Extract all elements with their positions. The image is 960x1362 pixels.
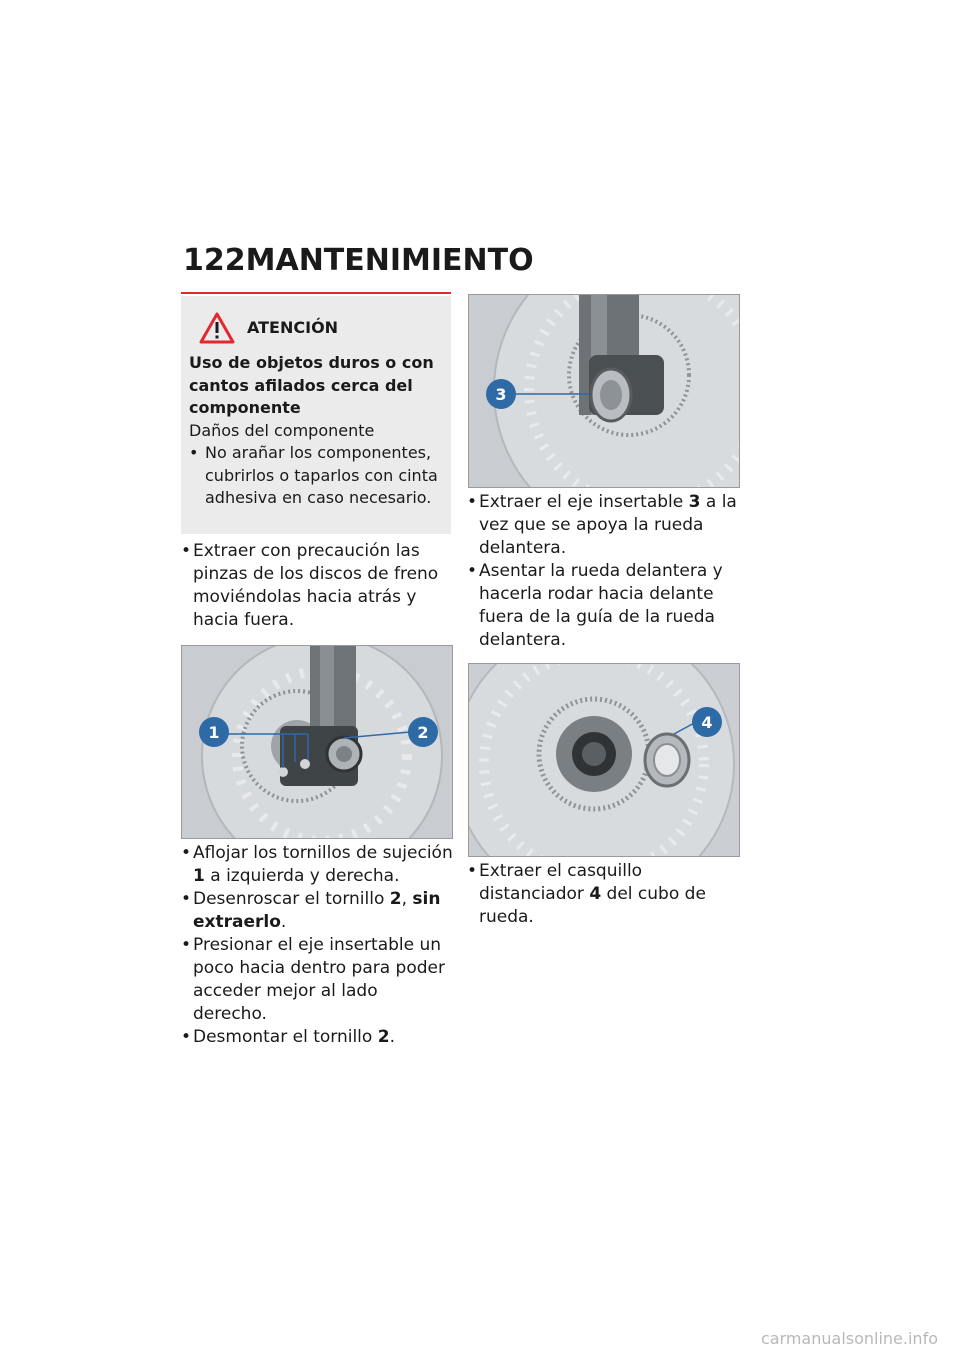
figure-axle-illustration [469,295,739,487]
figure-spacer-sleeve-illustration [469,664,739,856]
warning-triangle-icon [199,312,235,344]
col2-step-list-b [467,860,739,929]
list-item: • Desenroscar el tornillo 2, sin extraerlo. [181,888,453,934]
page-title: MANTENIMIENTO [245,242,534,278]
page-header [183,240,534,280]
list-item: • No arañar los componentes, cubrirlos o taparlos con cinta adhesiva en caso necesario. [189,442,441,510]
list-item: • Extraer el casquillo distanciador 4 del cubo de rueda. [467,860,739,929]
figure-caliper-bolts [181,645,453,839]
watermark-footer: carmanualsonline.info [760,1329,938,1348]
list-item: • Extraer con precaución las pinzas de los discos de freno moviéndolas hacia atrás y hacia fuera. [181,540,453,632]
callout-1-label: 1 [208,723,220,742]
figure-spacer-sleeve [468,663,740,857]
warning-list [189,442,441,510]
col2-step-list-a [467,491,739,652]
list-item: • Desmontar el tornillo 2. [181,1026,453,1049]
warning-label: ATENCIÓN [247,317,339,337]
list-item: • Asentar la rueda delantera y hacerla rodar hacia delante fuera de la guía de la rueda delantera. [467,560,739,652]
list-item: • Presionar el eje insertable un poco hacia dentro para poder acceder mejor al lado derecho. [181,934,453,1026]
page-number: 122 [183,242,246,278]
warning-text: Daños del componente [189,420,375,440]
header-rule [181,292,451,294]
col1-step-list-a [181,540,453,632]
warning-box [181,296,451,534]
warning-header [189,308,441,348]
figure-caliper-bolts-illustration [182,646,452,838]
figure-axle [468,294,740,488]
callout-4-label: 4 [701,713,713,732]
callout-3-label: 3 [495,385,507,404]
callout-2-label: 2 [417,723,429,742]
list-item: • Aflojar los tornillos de sujeción 1 a izquierda y derecha. [181,842,453,888]
col1-step-list-b [181,842,453,1049]
list-item: • Extraer el eje insertable 3 a la vez que se apoya la rueda delantera. [467,491,739,560]
warning-title: Uso de objetos duros o con cantos afilados cerca del componente [189,353,434,417]
